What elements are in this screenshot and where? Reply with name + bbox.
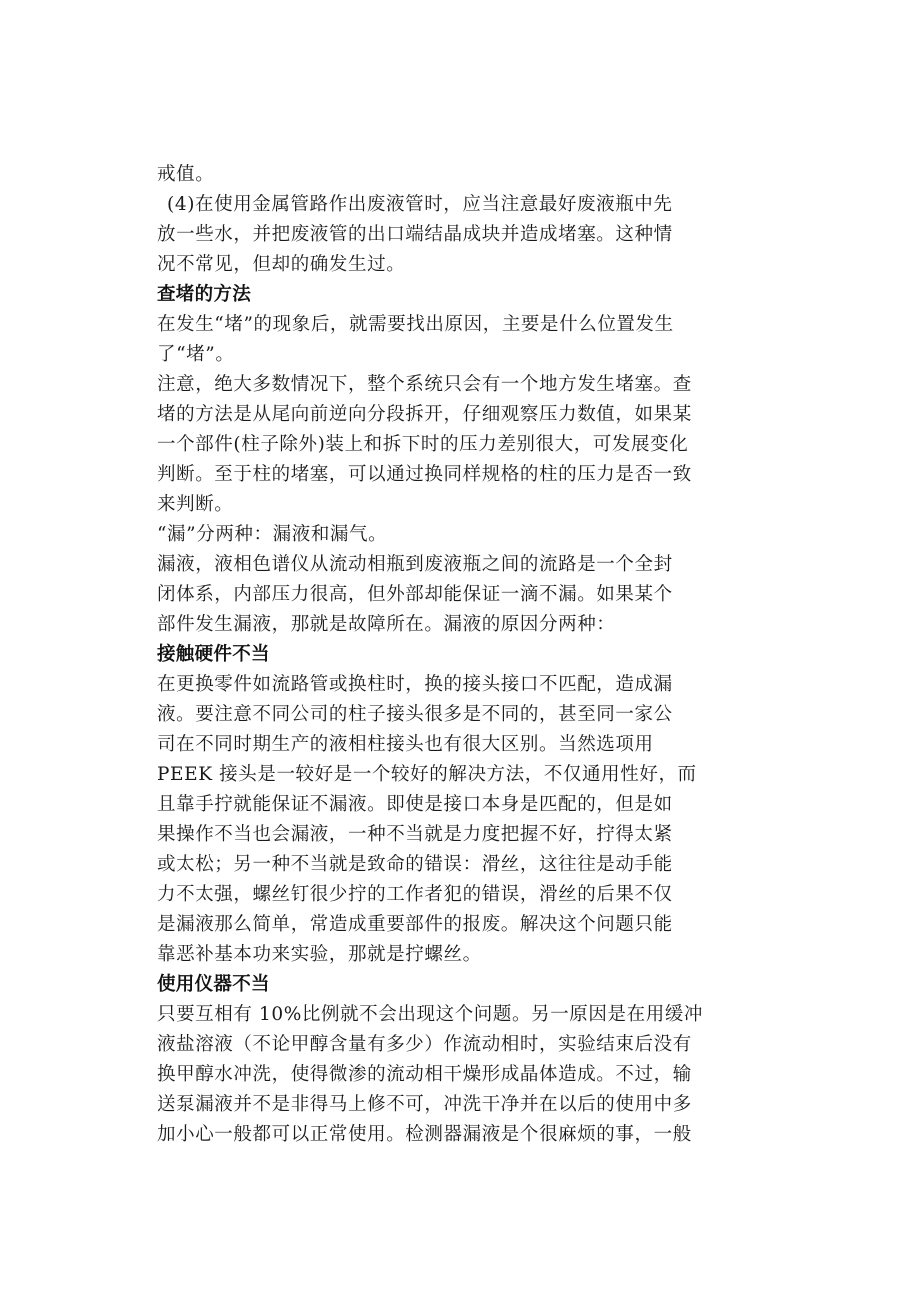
- paragraph-line: 放一些水，并把废液管的出口端结晶成块并造成堵塞。这种情: [157, 224, 673, 245]
- paragraph-line: 判断。至于柱的堵塞，可以通过换同样规格的柱的压力是否一致: [157, 464, 692, 485]
- paragraph-line: (4)在使用金属管路作出废液管时，应当注意最好废液瓶中先: [167, 194, 673, 215]
- paragraph-line: 是漏液那么简单，常造成重要部件的报废。解决这个问题只能: [157, 914, 673, 935]
- paragraph-line: 加小心一般都可以正常使用。检测器漏液是个很麻烦的事，一般: [157, 1124, 692, 1145]
- paragraph-line: 司在不同时期生产的液相柱接头也有很大区别。当然选项用: [157, 734, 654, 755]
- paragraph-line: 力不太强，螺丝钉很少拧的工作者犯的错误，滑丝的后果不仅: [157, 884, 673, 905]
- paragraph-line: 漏液，液相色谱仪从流动相瓶到废液瓶之间的流路是一个全封: [157, 554, 673, 575]
- paragraph-line: PEEK 接头是一较好是一个较好的解决方法，不仅通用性好，而: [157, 764, 697, 785]
- paragraph-line: 了“堵”。: [157, 344, 235, 365]
- paragraph-line: 且靠手拧就能保证不漏液。即使是接口本身是匹配的，但是如: [157, 794, 673, 815]
- paragraph-line: 送泵漏液并不是非得马上修不可，冲洗干净并在以后的使用中多: [157, 1094, 692, 1115]
- paragraph-line: 果操作不当也会漏液，一种不当就是力度把握不好，拧得太紧: [157, 824, 673, 845]
- paragraph-line: 来判断。: [157, 494, 234, 515]
- paragraph-line: 戒值。: [157, 164, 215, 185]
- paragraph-line: 液盐溶液（不论甲醇含量有多少）作流动相时，实验结束后没有: [157, 1034, 692, 1055]
- paragraph-line: 在发生“堵”的现象后，就需要找出原因，主要是什么位置发生: [157, 314, 674, 335]
- paragraph-line: “漏”分两种：漏液和漏气。: [157, 524, 388, 545]
- paragraph-line: 或太松；另一种不当就是致命的错误：滑丝，这往往是动手能: [157, 854, 673, 875]
- section-heading: 查堵的方法: [157, 284, 252, 305]
- paragraph-line: 注意，绝大多数情况下，整个系统只会有一个地方发生堵塞。查: [157, 374, 692, 395]
- section-heading: 接触硬件不当: [157, 644, 270, 665]
- document-body: [157, 160, 777, 1150]
- paragraph-line: 堵的方法是从尾向前逆向分段拆开，仔细观察压力数值，如果某: [157, 404, 692, 425]
- paragraph-line: 部件发生漏液，那就是故障所在。漏液的原因分两种：: [157, 614, 616, 635]
- paragraph-line: 只要互相有 10%比例就不会出现这个问题。另一原因是在用缓冲: [157, 1004, 704, 1025]
- paragraph-line: 一个部件(柱子除外)装上和拆下时的压力差别很大，可发展变化: [157, 434, 689, 455]
- paragraph-line: 闭体系，内部压力很高，但外部却能保证一滴不漏。如果某个: [157, 584, 673, 605]
- paragraph-line: 靠恶补基本功来实验，那就是拧螺丝。: [157, 944, 482, 965]
- paragraph-line: 液。要注意不同公司的柱子接头很多是不同的，甚至同一家公: [157, 704, 673, 725]
- section-heading: 使用仪器不当: [157, 974, 270, 995]
- paragraph-line: 换甲醇水冲洗，使得微渗的流动相干燥形成晶体造成。不过，输: [157, 1064, 692, 1085]
- paragraph-line: 况不常见，但却的确发生过。: [157, 254, 406, 275]
- paragraph-line: 在更换零件如流路管或换柱时，换的接头接口不匹配，造成漏: [157, 674, 673, 695]
